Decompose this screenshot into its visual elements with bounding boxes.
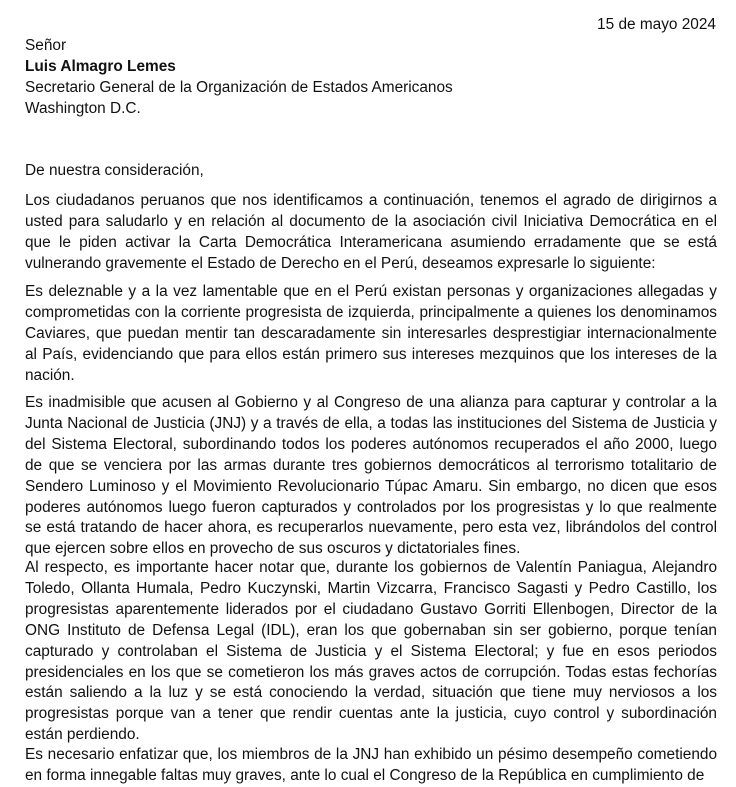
recipient-title: Secretario General de la Organización de Estados Americanos — [25, 79, 453, 96]
recipient-location: Washington D.C. — [25, 100, 141, 117]
body-paragraph-3: Es inadmisible que acusen al Gobierno y al Congreso de una alianza para capturar y controlar a la Junta Nacional de Justicia (JNJ) y a través de ella, a todas las instituciones del Sistema de Justicia y del Sistema Electoral, subordinando todos los poderes autónomos recuperados el año 2000, luego de que se venciera por las armas durante tres gobiernos democráticos al terrorismo totalitario de Sendero Luminoso y el Movimiento Revolucionario Túpac Amaru. Sin embargo, no dicen que esos poderes autónomos luego fueron capturados y controlados por los progresistas y lo que realmente se está tratando de hacer ahora, es recuperarlos nuevamente, pero esta vez, librándolos del control que ejercen sobre ellos en provecho de sus oscuros y dictatoriales fines. — [25, 394, 717, 558]
recipient-name: Luis Almagro Lemes — [25, 58, 176, 75]
body-paragraph-4: Al respecto, es importante hacer notar que, durante los gobiernos de Valentín Paniagua, Alejandro Toledo, Ollanta Humala, Pedro Kuczynski, Martin Vizcarra, Francisco Sagasti y Pedro Castillo, los progresistas aparentemente liderados por el ciudadano Gustavo Gorriti Ellenbogen, Director de la ONG Instituto de Defensa Legal (IDL), eran los que gobernaban sin ser gobierno, porque tenían capturado y controlaban el Sistema de Justicia y el Sistema Electoral; y fue en esos periodos presidenciales en los que se cometieron los más graves actos de corrupción. Todas estas fechorías están saliendo a la luz y se está conociendo la verdad, situación que tiene muy nerviosos a los progresistas porque van a tener que rendir cuentas ante la justicia, cuyo control y subordinación están perdiendo. — [25, 559, 717, 744]
body-paragraph-2: Es deleznable y a la vez lamentable que en el Perú existan personas y organizaciones allegadas y comprometidas con la corriente progresista de izquierda, principalmente a quienes los denominamos Caviares, que puedan mentir tan descaradamente sin interesarles desprestigiar internacionalmente al País, evidenciando que para ellos están primero sus intereses mezquinos que los intereses de la nación. — [25, 283, 717, 384]
recipient-block — [25, 35, 453, 119]
letter-date: 15 de mayo 2024 — [597, 16, 716, 33]
body-paragraph-5: Es necesario enfatizar que, los miembros de la JNJ han exhibido un pésimo desempeño cometiendo en forma innegable faltas muy graves, ante lo cual el Congreso de la República en cumplimiento de — [25, 746, 717, 784]
letter-greeting: De nuestra consideración, — [25, 162, 204, 179]
recipient-salutation: Señor — [25, 37, 67, 54]
body-paragraph-1: Los ciudadanos peruanos que nos identificamos a continuación, tenemos el agrado de dirigirnos a usted para saludarlo y en relación al documento de la asociación civil Iniciativa Democrática en el que le piden activar la Carta Democrática Interamericana asumiendo erradamente que se está vulnerando gravemente el Estado de Derecho en el Perú, deseamos expresarle lo siguiente: — [25, 192, 717, 272]
